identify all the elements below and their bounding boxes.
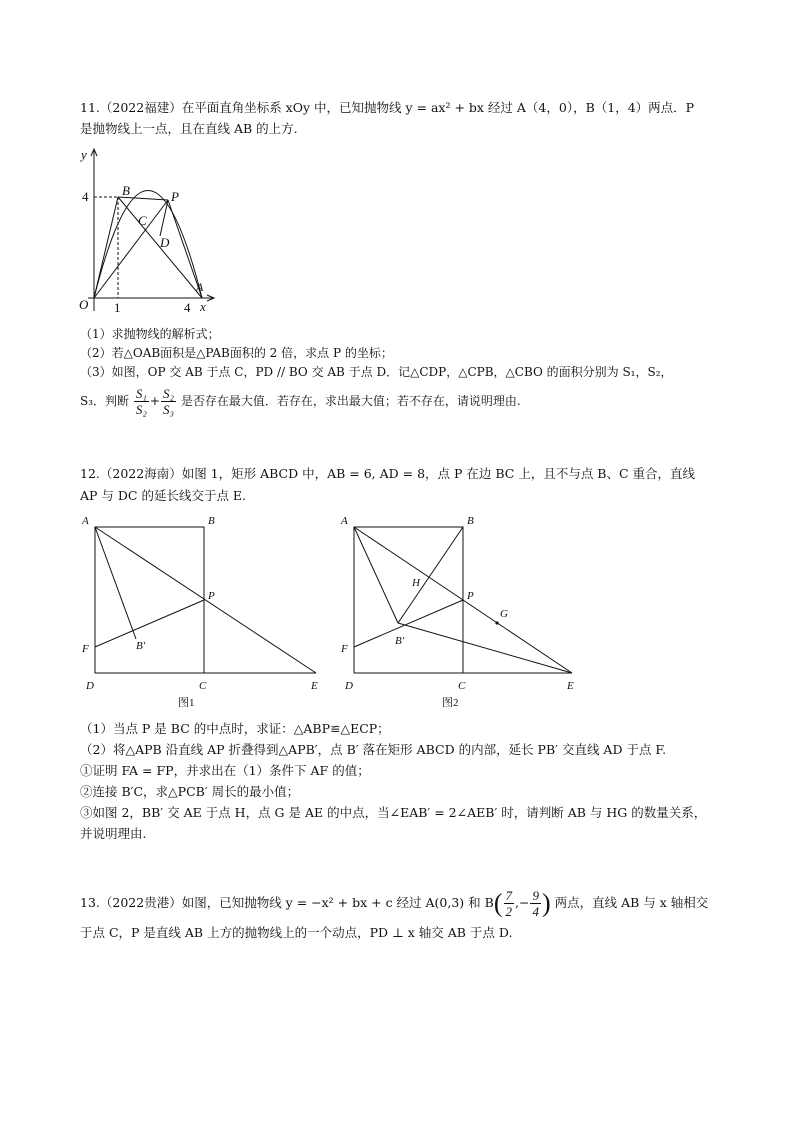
q11-figure <box>74 143 224 323</box>
fig2-label-P: P <box>467 590 474 602</box>
q11-line2: 是抛物线上一点，且在直线 AB 的上方. <box>80 121 298 136</box>
fig1-label-F: F <box>82 643 89 655</box>
q11-sub1: （1）求抛物线的解析式； <box>80 327 220 341</box>
fig2-label-A: A <box>341 515 348 527</box>
q11-sub4-post: 是否存在最大值．若存在，求出最大值；若不存在，请说明理由. <box>180 394 521 408</box>
fig2-label-Bprime: B' <box>395 635 405 647</box>
label-O: O <box>79 297 89 312</box>
label-C: C <box>138 213 147 228</box>
fig2-label-D: D <box>345 680 353 692</box>
label-A: A <box>196 280 204 294</box>
segment-FP <box>95 600 204 647</box>
q13-line1: 13.（2022贵港）如图，已知抛物线 y = −x² + bx + c 经过 A(0,3) 和 B( $\frac{7}{2}$ ,− $\frac{9}{4}$ ) 两点，直线 AB 与 x 轴相交 <box>80 888 709 919</box>
line-AE <box>95 527 316 673</box>
q12-sub4: ②连接 B′C，求△PCB′ 周长的最小值； <box>80 784 300 799</box>
segment-Bprime-E <box>398 623 572 673</box>
fig2-label-B: B <box>467 515 474 527</box>
label-B: B <box>122 183 130 198</box>
fig2-label-H: H <box>412 577 420 589</box>
q11-sub3: （3）如图，OP 交 AB 于点 C，PD // BO 交 AB 于点 D．记△CDP，△CPB，△CBO 的面积分别为 S₁，S₂， <box>80 365 673 379</box>
label-4x: 4 <box>184 300 191 315</box>
label-P: P <box>171 189 179 204</box>
fig2-label-G: G <box>500 608 508 620</box>
label-x: x <box>200 299 206 314</box>
segment-AB-prime <box>95 527 136 639</box>
fraction-7-2: $\frac{7}{2}$ <box>505 888 512 919</box>
rectangle-ABCD <box>354 527 463 673</box>
label-D: D <box>160 235 170 250</box>
q12-line1: 12.（2022海南）如图 1，矩形 ABCD 中，AB = 6, AD = 8，点 P 在边 BC 上，且不与点 B、C 重合，直线 <box>80 466 696 481</box>
q12-figure-1 <box>78 510 328 710</box>
rectangle-ABCD <box>95 527 204 673</box>
fig1-caption: 图1 <box>178 697 195 709</box>
fraction-s1-s2: $\frac{\text{S₁}}{\text{S₂}}$ <box>135 386 147 417</box>
q11-sub4-pre: S₃．判断 <box>80 394 130 408</box>
segment-BB-prime <box>398 527 463 623</box>
parabola <box>94 191 202 299</box>
label-4y: 4 <box>82 189 89 204</box>
q13-line1-post: 两点，直线 AB 与 x 轴相交 <box>554 895 709 910</box>
fig2-label-F: F <box>341 643 348 655</box>
fig2-caption: 图2 <box>442 697 459 709</box>
fig1-label-P: P <box>208 590 215 602</box>
q12-figure-2 <box>337 510 587 710</box>
segment-OP <box>94 200 168 298</box>
fraction-s2-s3: $\frac{\text{S₂}}{\text{S₃}}$ <box>162 386 174 417</box>
fig2-label-E: E <box>567 680 574 692</box>
point-G <box>495 621 498 624</box>
fig1-label-C: C <box>199 680 207 692</box>
q13-line1-pre: 13.（2022贵港）如图，已知抛物线 y = −x² + bx + c 经过 A(0,3) 和 B <box>80 895 494 910</box>
q11-line1: 11.（2022福建）在平面直角坐标系 xOy 中，已知抛物线 y = ax² + bx 经过 A（4，0），B（1，4）两点．P <box>80 100 695 115</box>
fig1-label-B: B <box>208 515 215 527</box>
fraction-9-4: $\frac{9}{4}$ <box>532 888 539 919</box>
q12-sub3: ①证明 FA = FP，并求出在（1）条件下 AF 的值； <box>80 763 370 778</box>
fig1-label-E: E <box>311 680 318 692</box>
label-1: 1 <box>114 300 121 315</box>
q12-sub5: ③如图 2，BB′ 交 AE 于点 H，点 G 是 AE 的中点，当∠EAB′ = 2∠AEB′ 时，请判断 AB 与 HG 的数量关系， <box>80 805 707 820</box>
fig1-label-Bprime: B' <box>136 640 146 652</box>
q11-sub4: S₃．判断 $\frac{\text{S₁}}{\text{S₂}}$ + $\frac{\text{S₂}}{\text{S₃}}$ 是否存在最大值．若存在，求出最大值；若不存在，请说明理由. <box>80 386 521 417</box>
q12-sub2: （2）将△APB 沿直线 AP 折叠得到△APB′，点 B′ 落在矩形 ABCD 的内部，延长 PB′ 交直线 AD 于点 F. <box>80 742 667 757</box>
q13-line2: 于点 C，P 是直线 AB 上方的抛物线上的一个动点，PD ⊥ x 轴交 AB 于点 D. <box>80 925 513 940</box>
label-y: y <box>81 147 87 162</box>
fig1-label-D: D <box>86 680 94 692</box>
q12-sub6: 并说明理由. <box>80 826 147 841</box>
fig2-label-C: C <box>458 680 466 692</box>
q11-sub2: （2）若△OAB面积是△PAB面积的 2 倍，求点 P 的坐标； <box>80 346 393 360</box>
q12-sub1: （1）当点 P 是 BC 的中点时，求证：△ABP≌△ECP； <box>80 721 390 736</box>
q12-line2: AP 与 DC 的延长线交于点 E. <box>80 488 247 503</box>
fig1-label-A: A <box>82 515 89 527</box>
